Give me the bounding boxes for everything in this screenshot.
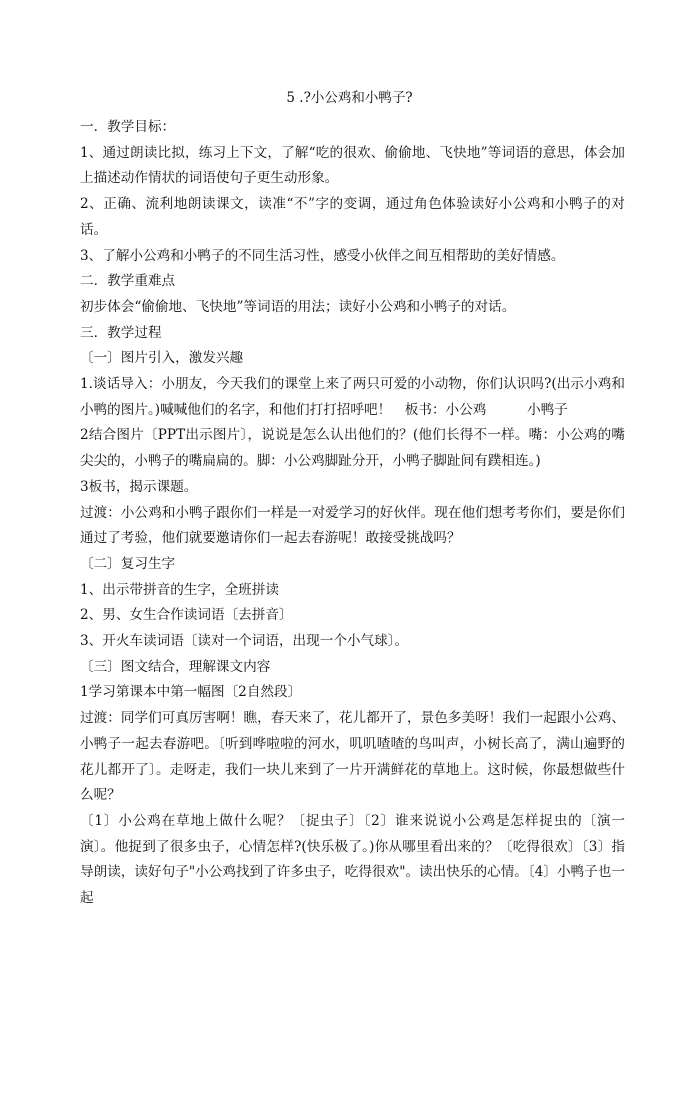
paragraph: 2结合图片〔PPT出示图片〕，说说是怎么认出他们的？(他们长得不一样。嘴：小公鸡的嘴尖尖的，小鸭子的嘴扁扁的。脚：小公鸡脚趾分开，小鸭子脚趾间有蹼相连。) <box>80 427 625 470</box>
paragraph: 1.谈话导入：小朋友，今天我们的课堂上来了两只可爱的小动物，你们认识吗?(出示小鸡和小鸭的图片。)喊喊他们的名字，和他们打打招呼吧！ 板书：小公鸡 小鸭子 <box>80 376 625 418</box>
section-heading-objectives: 一．教学目标： <box>80 119 176 135</box>
paragraph: 1、通过朗读比拟，练习上下文，了解“吃的很欢、偷偷地、飞快地”等词语的意思，体会加上描述动作情状的词语使句子更生动形象。 <box>80 144 625 187</box>
paragraph: 初步体会“偷偷地、飞快地”等词语的用法；读好小公鸡和小鸭子的对话。 <box>80 298 516 315</box>
document-title: 5 .?小公鸡和小鸭子? <box>286 90 413 106</box>
subsection-heading: 〔一〕图片引入，激发兴趣 <box>80 350 244 367</box>
document-body <box>80 115 625 912</box>
paragraph: 3、开火车读词语〔读对一个词语，出现一个小气球〕。 <box>80 633 409 650</box>
paragraph: 3、了解小公鸡和小鸭子的不同生活习性，感受小伙伴之间互相帮助的美好情感。 <box>80 247 565 264</box>
subsection-heading: 〔三〕图文结合，理解课文内容 <box>80 658 271 675</box>
paragraph: 〔1〕小公鸡在草地上做什么呢？〔捉虫子〕〔2〕谁来说说小公鸡是怎样捉虫的〔演一演〕。他捉到了很多虫子，心情怎样?(快乐极了。)你从哪里看出来的？〔吃得很欢〕〔3〕指导朗读，读好句子"小公鸡找到了许多虫子，吃得很欢"。读出快乐的心情。〔4〕小鸭子也一起 <box>80 812 626 907</box>
section-heading-key-points: 二．教学重难点 <box>80 273 176 290</box>
paragraph: 过渡：同学们可真厉害啊！瞧，春天来了，花儿都开了，景色多美呀！我们一起跟小公鸡、小鸭子一起去春游吧。〔听到哗啦啦的河水，叽叽喳喳的鸟叫声，小树长高了，满山遍野的花儿都开了〕。走呀走，我们一块儿来到了一片开满鲜花的草地上。这时候，你最想做些什么呢？ <box>80 710 625 804</box>
paragraph: 1、出示带拼音的生字，全班拼读 <box>80 581 279 598</box>
paragraph: 3板书，揭示课题。 <box>80 478 198 495</box>
paragraph: 2、正确、流利地朗读课文，读准“不”字的变调，通过角色体验读好小公鸡和小鸭子的对话。 <box>80 196 625 238</box>
paragraph: 2、男、女生合作读词语〔去拼音〕 <box>80 607 293 624</box>
paragraph: 1学习第课本中第一幅图〔2自然段〕 <box>80 684 302 701</box>
subsection-heading: 〔二〕复习生字 <box>80 555 176 572</box>
paragraph: 过渡：小公鸡和小鸭子跟你们一样是一对爱学习的好伙伴。现在他们想考考你们，要是你们通过了考验，他们就要邀请你们一起去春游呢！敢接受挑战吗？ <box>80 504 625 547</box>
section-heading-process: 三．教学过程 <box>80 324 162 341</box>
